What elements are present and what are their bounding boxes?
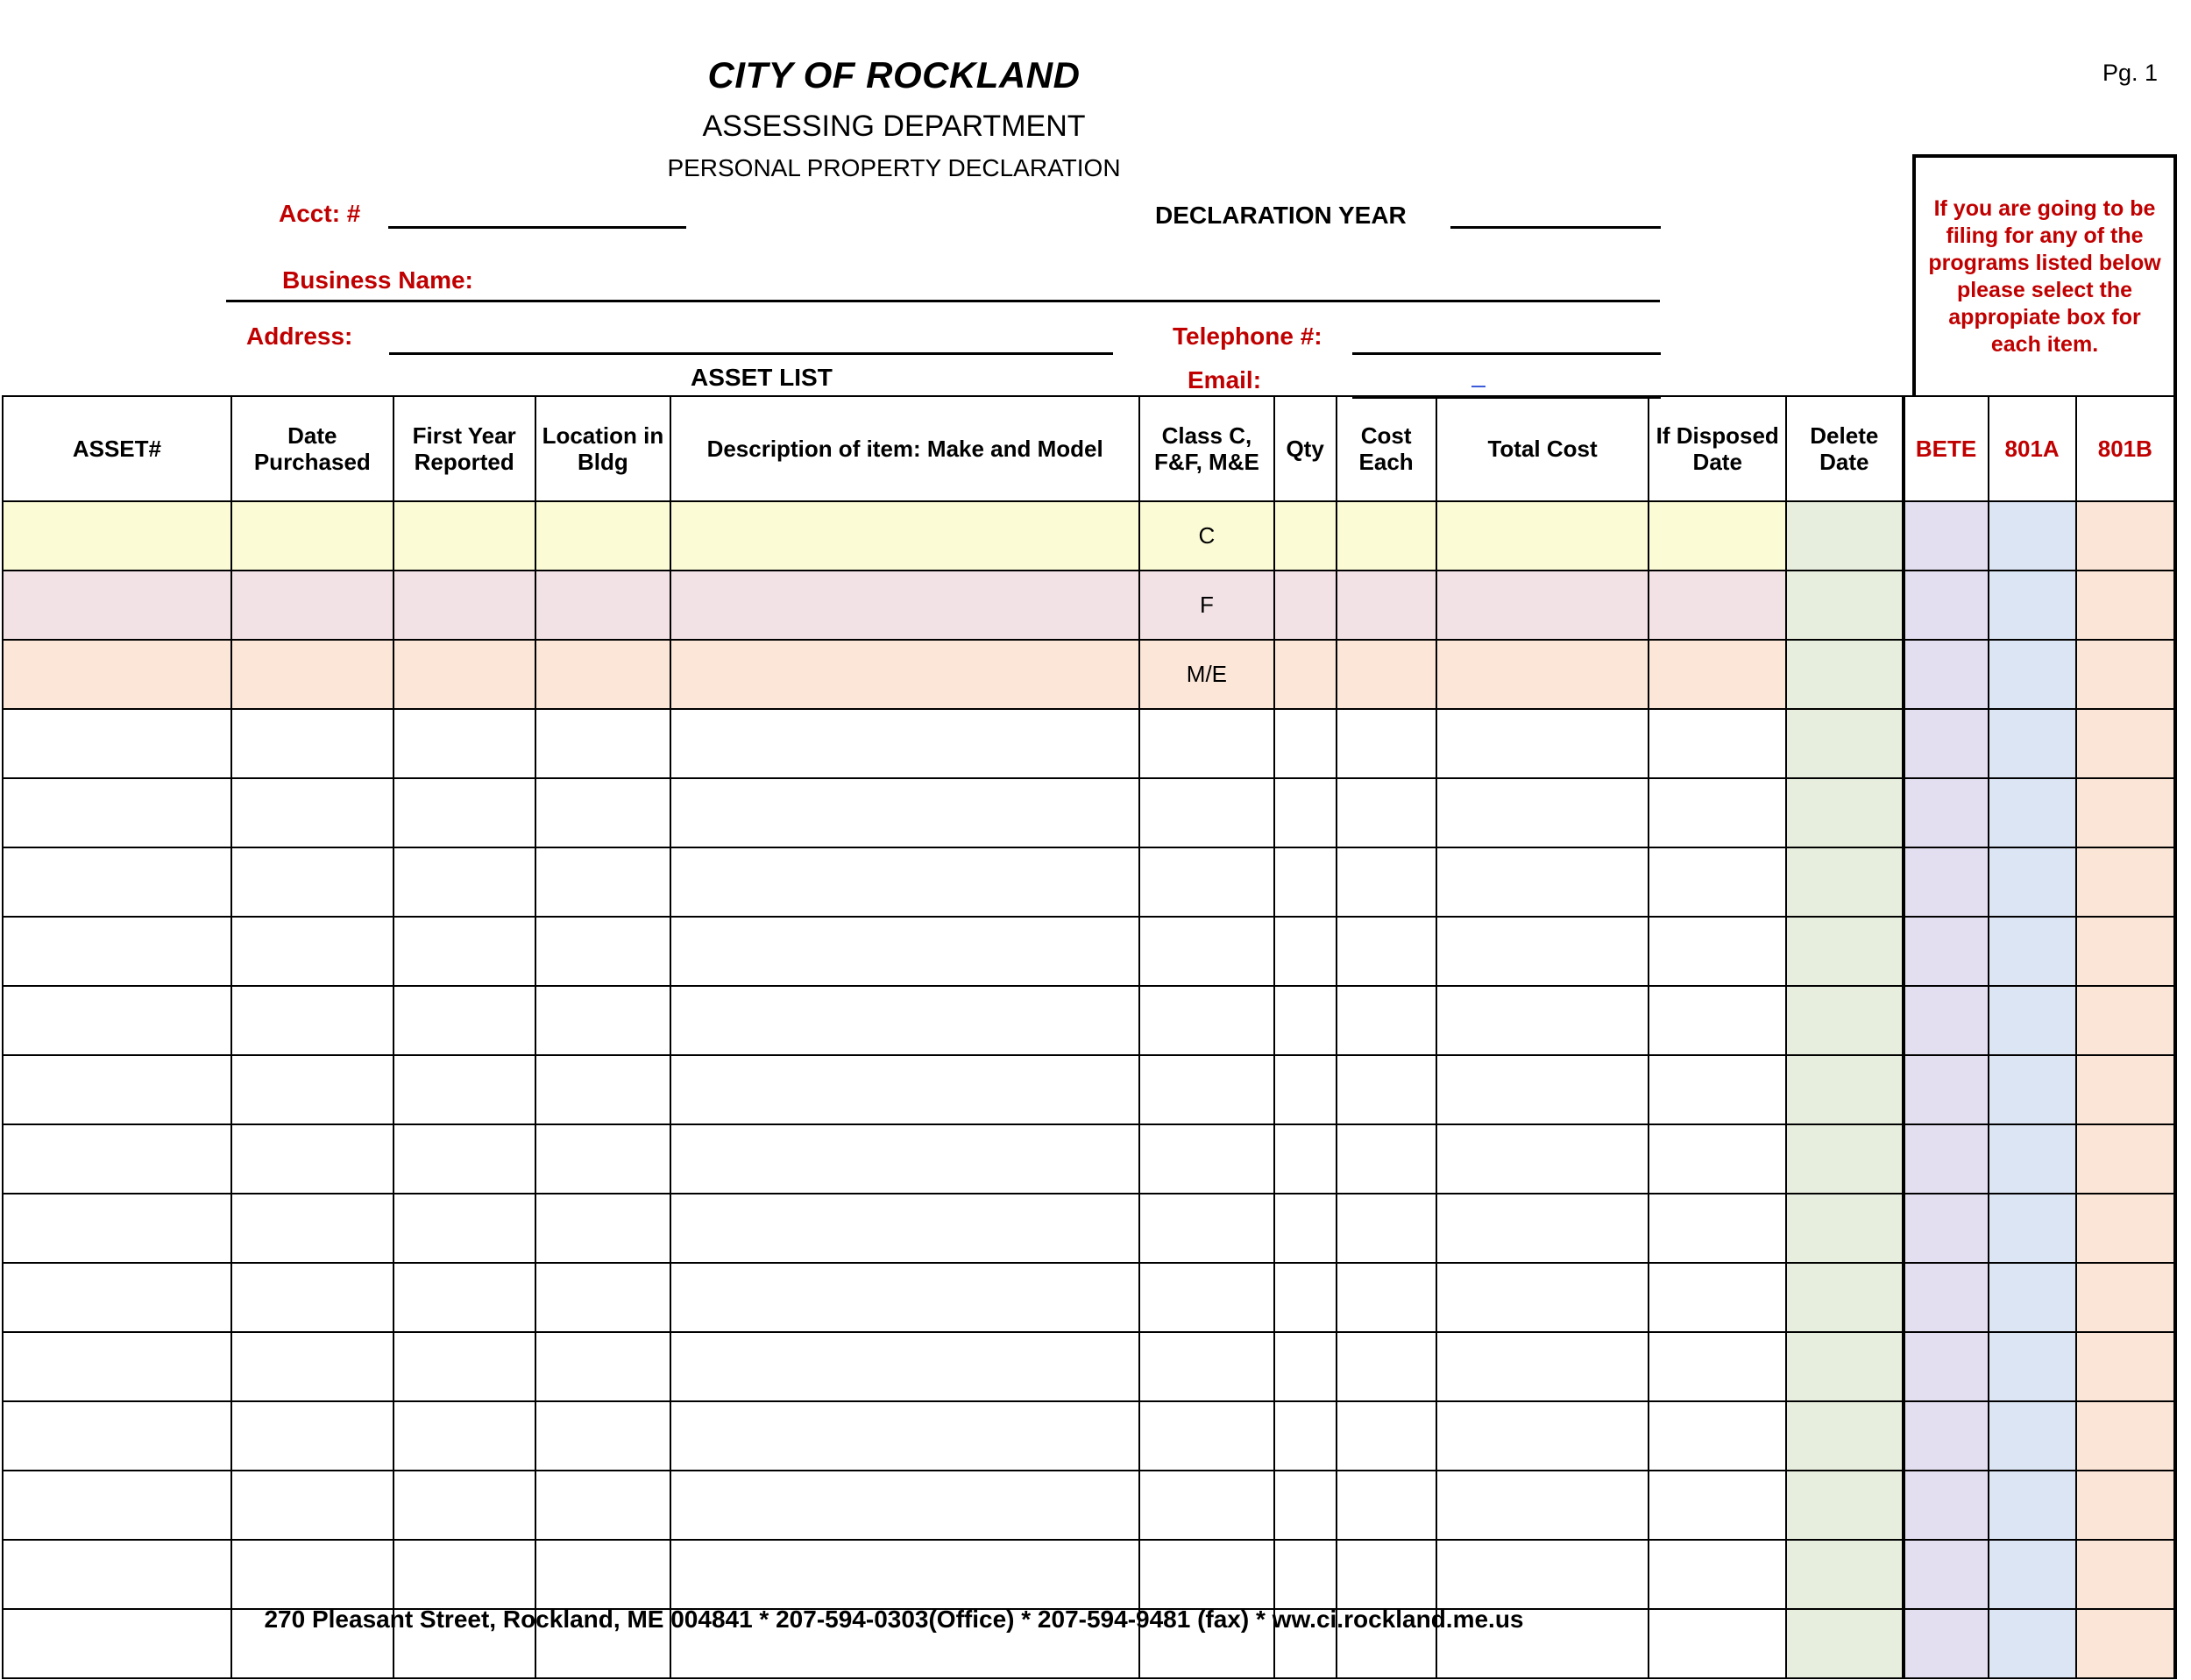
cell-qty[interactable] <box>1274 986 1337 1055</box>
address-label: Address: <box>246 323 353 350</box>
cell-801b-checkbox[interactable] <box>2076 1124 2175 1194</box>
cell-date-purchased[interactable] <box>231 709 394 778</box>
cell-if-disposed-date[interactable] <box>1649 1471 1786 1540</box>
col-header-asset-number: ASSET# <box>3 396 231 501</box>
cell-qty[interactable] <box>1274 778 1337 847</box>
cell-total-cost[interactable] <box>1436 1124 1649 1194</box>
cell-location-in-bldg[interactable] <box>535 847 671 917</box>
table-row <box>3 1124 2175 1194</box>
cell-total-cost[interactable] <box>1436 640 1649 709</box>
cell-asset-number[interactable] <box>3 1332 231 1401</box>
cell-801a-checkbox[interactable] <box>1989 1471 2076 1540</box>
cell-asset-number[interactable] <box>3 571 231 640</box>
cell-801b-checkbox[interactable] <box>2076 1332 2175 1401</box>
cell-location-in-bldg[interactable] <box>535 571 671 640</box>
cell-description[interactable] <box>670 1194 1139 1263</box>
cell-if-disposed-date[interactable] <box>1649 986 1786 1055</box>
cell-delete-date[interactable] <box>1786 1124 1903 1194</box>
table-row <box>3 986 2175 1055</box>
program-selection-notice <box>1912 154 2177 395</box>
cell-bete-checkbox[interactable] <box>1904 778 1989 847</box>
col-header-cost-each: Cost Each <box>1337 396 1436 501</box>
cell-delete-date[interactable] <box>1786 1401 1903 1471</box>
cell-class[interactable] <box>1139 1124 1274 1194</box>
cell-801a-checkbox[interactable] <box>1989 778 2076 847</box>
cell-cost-each[interactable] <box>1337 986 1436 1055</box>
cell-description[interactable] <box>670 1055 1139 1124</box>
cell-801b-checkbox[interactable] <box>2076 1263 2175 1332</box>
cell-date-purchased[interactable] <box>231 640 394 709</box>
cell-delete-date[interactable] <box>1786 917 1903 986</box>
cell-description[interactable] <box>670 1263 1139 1332</box>
cell-qty[interactable] <box>1274 847 1337 917</box>
cell-801b-checkbox[interactable] <box>2076 1401 2175 1471</box>
cell-location-in-bldg[interactable] <box>535 1263 671 1332</box>
table-row <box>3 1540 2175 1609</box>
cell-cost-each[interactable] <box>1337 709 1436 778</box>
cell-bete-checkbox[interactable] <box>1904 1263 1989 1332</box>
table-row <box>3 501 2175 571</box>
cell-total-cost[interactable] <box>1436 847 1649 917</box>
cell-if-disposed-date[interactable] <box>1649 640 1786 709</box>
cell-cost-each[interactable] <box>1337 1263 1436 1332</box>
table-row <box>3 640 2175 709</box>
table-row <box>3 917 2175 986</box>
col-header-class: Class C, F&F, M&E <box>1139 396 1274 501</box>
cell-if-disposed-date[interactable] <box>1649 1263 1786 1332</box>
cell-801b-checkbox[interactable] <box>2076 778 2175 847</box>
cell-asset-number[interactable] <box>3 1471 231 1540</box>
cell-total-cost[interactable] <box>1436 501 1649 571</box>
cell-description[interactable] <box>670 778 1139 847</box>
cell-class[interactable] <box>1139 847 1274 917</box>
cell-description[interactable] <box>670 1124 1139 1194</box>
table-header-row <box>3 396 2175 501</box>
table-row <box>3 847 2175 917</box>
cell-first-year-reported[interactable] <box>394 847 535 917</box>
address-field[interactable] <box>389 352 1113 355</box>
cell-date-purchased[interactable] <box>231 917 394 986</box>
cell-date-purchased[interactable] <box>231 847 394 917</box>
cell-bete-checkbox[interactable] <box>1904 501 1989 571</box>
table-row <box>3 709 2175 778</box>
cell-total-cost[interactable] <box>1436 1055 1649 1124</box>
cell-location-in-bldg[interactable] <box>535 1401 671 1471</box>
cell-location-in-bldg[interactable] <box>535 917 671 986</box>
table-body <box>3 501 2175 1678</box>
cell-801b-checkbox[interactable] <box>2076 1194 2175 1263</box>
col-header-total-cost: Total Cost <box>1436 396 1649 501</box>
col-header-if-disposed-date: If Disposed Date <box>1649 396 1786 501</box>
cell-class[interactable] <box>1139 1332 1274 1401</box>
cell-date-purchased[interactable] <box>231 1332 394 1401</box>
cell-first-year-reported[interactable] <box>394 1055 535 1124</box>
cell-801a-checkbox[interactable] <box>1989 1055 2076 1124</box>
cell-total-cost[interactable] <box>1436 917 1649 986</box>
cell-description[interactable] <box>670 917 1139 986</box>
cell-total-cost[interactable] <box>1436 709 1649 778</box>
cell-cost-each[interactable] <box>1337 1471 1436 1540</box>
cell-first-year-reported[interactable] <box>394 640 535 709</box>
cell-801a-checkbox[interactable] <box>1989 1124 2076 1194</box>
cell-asset-number[interactable] <box>3 1401 231 1471</box>
cell-801b-checkbox[interactable] <box>2076 501 2175 571</box>
cell-first-year-reported[interactable] <box>394 1194 535 1263</box>
cell-date-purchased[interactable] <box>231 501 394 571</box>
cell-location-in-bldg[interactable] <box>535 501 671 571</box>
cell-801a-checkbox[interactable] <box>1989 1540 2076 1609</box>
email-underline-mark <box>1471 386 1485 387</box>
cell-description[interactable] <box>670 1332 1139 1401</box>
cell-first-year-reported[interactable] <box>394 917 535 986</box>
col-header-date-purchased: Date Purchased <box>231 396 394 501</box>
cell-first-year-reported[interactable] <box>394 1401 535 1471</box>
cell-first-year-reported[interactable] <box>394 986 535 1055</box>
cell-class[interactable]: M/E <box>1139 640 1274 709</box>
cell-qty[interactable] <box>1274 1055 1337 1124</box>
col-header-location-in-bldg: Location in Bldg <box>535 396 671 501</box>
cell-delete-date[interactable] <box>1786 1540 1903 1609</box>
cell-first-year-reported[interactable] <box>394 571 535 640</box>
telephone-field[interactable] <box>1352 352 1661 355</box>
cell-description[interactable] <box>670 571 1139 640</box>
cell-total-cost[interactable] <box>1436 986 1649 1055</box>
cell-location-in-bldg[interactable] <box>535 986 671 1055</box>
cell-if-disposed-date[interactable] <box>1649 778 1786 847</box>
cell-date-purchased[interactable] <box>231 1263 394 1332</box>
table-row <box>3 1401 2175 1471</box>
cell-delete-date[interactable] <box>1786 1055 1903 1124</box>
cell-801a-checkbox[interactable] <box>1989 1332 2076 1401</box>
cell-cost-each[interactable] <box>1337 501 1436 571</box>
cell-if-disposed-date[interactable] <box>1649 917 1786 986</box>
cell-location-in-bldg[interactable] <box>535 1055 671 1124</box>
account-number-field[interactable] <box>388 226 686 229</box>
cell-delete-date[interactable] <box>1786 1471 1903 1540</box>
cell-if-disposed-date[interactable] <box>1649 501 1786 571</box>
cell-cost-each[interactable] <box>1337 1194 1436 1263</box>
cell-801a-checkbox[interactable] <box>1989 709 2076 778</box>
cell-description[interactable] <box>670 501 1139 571</box>
page-title: CITY OF ROCKLAND <box>707 54 1081 96</box>
cell-class[interactable] <box>1139 1194 1274 1263</box>
cell-date-purchased[interactable] <box>231 1540 394 1609</box>
cell-bete-checkbox[interactable] <box>1904 1332 1989 1401</box>
cell-delete-date[interactable] <box>1786 986 1903 1055</box>
cell-delete-date[interactable] <box>1786 778 1903 847</box>
cell-801a-checkbox[interactable] <box>1989 1194 2076 1263</box>
cell-description[interactable] <box>670 847 1139 917</box>
cell-delete-date[interactable] <box>1786 1194 1903 1263</box>
notice-text: If you are going to be filing for any of the programs listed below please select the appropiate box for each item. <box>1928 195 2161 357</box>
page-number-label: Pg. 1 <box>2102 60 2158 86</box>
department-subtitle: ASSESSING DEPARTMENT <box>702 110 1086 143</box>
cell-qty[interactable] <box>1274 1471 1337 1540</box>
cell-class[interactable] <box>1139 1055 1274 1124</box>
cell-bete-checkbox[interactable] <box>1904 640 1989 709</box>
cell-total-cost[interactable] <box>1436 1263 1649 1332</box>
cell-total-cost[interactable] <box>1436 1332 1649 1401</box>
cell-801b-checkbox[interactable] <box>2076 1609 2175 1678</box>
table-row <box>3 1471 2175 1540</box>
table-row <box>3 1263 2175 1332</box>
cell-bete-checkbox[interactable] <box>1904 1055 1989 1124</box>
cell-801a-checkbox[interactable] <box>1989 501 2076 571</box>
cell-801b-checkbox[interactable] <box>2076 847 2175 917</box>
cell-description[interactable] <box>670 1471 1139 1540</box>
cell-bete-checkbox[interactable] <box>1904 1124 1989 1194</box>
cell-if-disposed-date[interactable] <box>1649 1401 1786 1471</box>
cell-cost-each[interactable] <box>1337 571 1436 640</box>
cell-qty[interactable] <box>1274 1401 1337 1471</box>
cell-asset-number[interactable] <box>3 986 231 1055</box>
cell-cost-each[interactable] <box>1337 1401 1436 1471</box>
cell-801a-checkbox[interactable] <box>1989 1401 2076 1471</box>
cell-801b-checkbox[interactable] <box>2076 640 2175 709</box>
cell-date-purchased[interactable] <box>231 1401 394 1471</box>
asset-list-heading: ASSET LIST <box>691 364 833 391</box>
cell-801b-checkbox[interactable] <box>2076 1055 2175 1124</box>
cell-qty[interactable] <box>1274 1124 1337 1194</box>
cell-date-purchased[interactable] <box>231 1055 394 1124</box>
cell-total-cost[interactable] <box>1436 778 1649 847</box>
cell-location-in-bldg[interactable] <box>535 1540 671 1609</box>
cell-delete-date[interactable] <box>1786 709 1903 778</box>
col-header-first-year-reported: First Year Reported <box>394 396 535 501</box>
cell-asset-number[interactable] <box>3 917 231 986</box>
cell-class[interactable] <box>1139 986 1274 1055</box>
cell-bete-checkbox[interactable] <box>1904 709 1989 778</box>
cell-bete-checkbox[interactable] <box>1904 847 1989 917</box>
table-row <box>3 571 2175 640</box>
col-header-801b: 801B <box>2076 396 2175 501</box>
cell-if-disposed-date[interactable] <box>1649 571 1786 640</box>
cell-801a-checkbox[interactable] <box>1989 986 2076 1055</box>
cell-asset-number[interactable] <box>3 1263 231 1332</box>
cell-bete-checkbox[interactable] <box>1904 1194 1989 1263</box>
cell-if-disposed-date[interactable] <box>1649 1540 1786 1609</box>
cell-description[interactable] <box>670 709 1139 778</box>
cell-class[interactable] <box>1139 1540 1274 1609</box>
cell-location-in-bldg[interactable] <box>535 1471 671 1540</box>
cell-description[interactable] <box>670 640 1139 709</box>
col-header-bete: BETE <box>1904 396 1989 501</box>
business-name-field[interactable] <box>226 300 1660 302</box>
cell-date-purchased[interactable] <box>231 571 394 640</box>
cell-location-in-bldg[interactable] <box>535 1194 671 1263</box>
cell-class[interactable] <box>1139 1263 1274 1332</box>
cell-bete-checkbox[interactable] <box>1904 986 1989 1055</box>
cell-class[interactable] <box>1139 709 1274 778</box>
cell-cost-each[interactable] <box>1337 1540 1436 1609</box>
cell-date-purchased[interactable] <box>231 778 394 847</box>
cell-qty[interactable] <box>1274 1540 1337 1609</box>
cell-if-disposed-date[interactable] <box>1649 847 1786 917</box>
telephone-label: Telephone #: <box>1173 323 1322 350</box>
cell-location-in-bldg[interactable] <box>535 1124 671 1194</box>
cell-asset-number[interactable] <box>3 709 231 778</box>
cell-delete-date[interactable] <box>1786 571 1903 640</box>
cell-qty[interactable] <box>1274 501 1337 571</box>
cell-total-cost[interactable] <box>1436 1401 1649 1471</box>
cell-asset-number[interactable] <box>3 1194 231 1263</box>
cell-cost-each[interactable] <box>1337 1124 1436 1194</box>
cell-description[interactable] <box>670 1401 1139 1471</box>
cell-qty[interactable] <box>1274 1194 1337 1263</box>
business-name-label: Business Name: <box>282 266 473 294</box>
cell-801a-checkbox[interactable] <box>1989 847 2076 917</box>
declaration-year-label: DECLARATION YEAR <box>1155 202 1407 229</box>
form-subtitle: PERSONAL PROPERTY DECLARATION <box>667 154 1121 181</box>
cell-if-disposed-date[interactable] <box>1649 1194 1786 1263</box>
cell-asset-number[interactable] <box>3 501 231 571</box>
cell-801b-checkbox[interactable] <box>2076 986 2175 1055</box>
cell-location-in-bldg[interactable] <box>535 1332 671 1401</box>
cell-asset-number[interactable] <box>3 1055 231 1124</box>
cell-class[interactable] <box>1139 1471 1274 1540</box>
cell-qty[interactable] <box>1274 571 1337 640</box>
cell-first-year-reported[interactable] <box>394 1332 535 1401</box>
cell-801a-checkbox[interactable] <box>1989 1263 2076 1332</box>
email-label: Email: <box>1188 366 1262 393</box>
cell-if-disposed-date[interactable] <box>1649 1124 1786 1194</box>
cell-description[interactable] <box>670 986 1139 1055</box>
cell-asset-number[interactable] <box>3 1124 231 1194</box>
cell-location-in-bldg[interactable] <box>535 709 671 778</box>
cell-cost-each[interactable] <box>1337 778 1436 847</box>
cell-cost-each[interactable] <box>1337 1332 1436 1401</box>
asset-list-table <box>2 395 2177 1679</box>
table-row <box>3 1332 2175 1401</box>
cell-total-cost[interactable] <box>1436 1194 1649 1263</box>
cell-cost-each[interactable] <box>1337 1055 1436 1124</box>
cell-qty[interactable] <box>1274 1332 1337 1401</box>
cell-qty[interactable] <box>1274 640 1337 709</box>
col-header-qty: Qty <box>1274 396 1337 501</box>
cell-bete-checkbox[interactable] <box>1904 571 1989 640</box>
cell-date-purchased[interactable] <box>231 986 394 1055</box>
cell-class[interactable] <box>1139 917 1274 986</box>
cell-date-purchased[interactable] <box>231 1471 394 1540</box>
cell-801a-checkbox[interactable] <box>1989 1609 2076 1678</box>
cell-total-cost[interactable] <box>1436 1471 1649 1540</box>
cell-delete-date[interactable] <box>1786 1332 1903 1401</box>
cell-date-purchased[interactable] <box>231 1124 394 1194</box>
cell-total-cost[interactable] <box>1436 1540 1649 1609</box>
cell-if-disposed-date[interactable] <box>1649 1332 1786 1401</box>
cell-qty[interactable] <box>1274 1263 1337 1332</box>
cell-asset-number[interactable] <box>3 778 231 847</box>
cell-bete-checkbox[interactable] <box>1904 1471 1989 1540</box>
cell-first-year-reported[interactable] <box>394 1263 535 1332</box>
table-row <box>3 1194 2175 1263</box>
cell-asset-number[interactable] <box>3 1540 231 1609</box>
declaration-year-field[interactable] <box>1450 226 1661 229</box>
cell-delete-date[interactable] <box>1786 501 1903 571</box>
col-header-description: Description of item: Make and Model <box>670 396 1139 501</box>
cell-bete-checkbox[interactable] <box>1904 1401 1989 1471</box>
cell-class[interactable] <box>1139 778 1274 847</box>
cell-cost-each[interactable] <box>1337 917 1436 986</box>
cell-first-year-reported[interactable] <box>394 778 535 847</box>
cell-qty[interactable] <box>1274 917 1337 986</box>
cell-801a-checkbox[interactable] <box>1989 571 2076 640</box>
cell-class[interactable] <box>1139 1401 1274 1471</box>
cell-if-disposed-date[interactable] <box>1649 1055 1786 1124</box>
cell-first-year-reported[interactable] <box>394 709 535 778</box>
cell-801b-checkbox[interactable] <box>2076 917 2175 986</box>
col-header-delete-date: Delete Date <box>1786 396 1903 501</box>
footer-contact-info: 270 Pleasant Street, Rockland, ME 004841 * 207-594-0303(Office) * 207-594-9481 (fax) * ww.ci.rockland.me.us <box>264 1606 1524 1633</box>
cell-date-purchased[interactable] <box>231 1194 394 1263</box>
cell-first-year-reported[interactable] <box>394 501 535 571</box>
account-number-label: Acct: # <box>279 200 361 227</box>
cell-delete-date[interactable] <box>1786 847 1903 917</box>
cell-location-in-bldg[interactable] <box>535 778 671 847</box>
cell-first-year-reported[interactable] <box>394 1540 535 1609</box>
cell-description[interactable] <box>670 1540 1139 1609</box>
cell-class[interactable]: F <box>1139 571 1274 640</box>
cell-qty[interactable] <box>1274 709 1337 778</box>
col-header-801a: 801A <box>1989 396 2076 501</box>
cell-801b-checkbox[interactable] <box>2076 709 2175 778</box>
cell-cost-each[interactable] <box>1337 847 1436 917</box>
cell-delete-date[interactable] <box>1786 640 1903 709</box>
cell-cost-each[interactable] <box>1337 640 1436 709</box>
cell-total-cost[interactable] <box>1436 571 1649 640</box>
cell-801a-checkbox[interactable] <box>1989 640 2076 709</box>
cell-801a-checkbox[interactable] <box>1989 917 2076 986</box>
table-row <box>3 1055 2175 1124</box>
cell-801b-checkbox[interactable] <box>2076 1471 2175 1540</box>
cell-801b-checkbox[interactable] <box>2076 571 2175 640</box>
cell-801b-checkbox[interactable] <box>2076 1540 2175 1609</box>
cell-asset-number[interactable] <box>3 640 231 709</box>
cell-first-year-reported[interactable] <box>394 1471 535 1540</box>
table-row <box>3 778 2175 847</box>
cell-location-in-bldg[interactable] <box>535 640 671 709</box>
cell-if-disposed-date[interactable] <box>1649 709 1786 778</box>
cell-asset-number[interactable] <box>3 847 231 917</box>
cell-first-year-reported[interactable] <box>394 1124 535 1194</box>
cell-delete-date[interactable] <box>1786 1263 1903 1332</box>
cell-bete-checkbox[interactable] <box>1904 1540 1989 1609</box>
cell-class[interactable]: C <box>1139 501 1274 571</box>
cell-bete-checkbox[interactable] <box>1904 917 1989 986</box>
